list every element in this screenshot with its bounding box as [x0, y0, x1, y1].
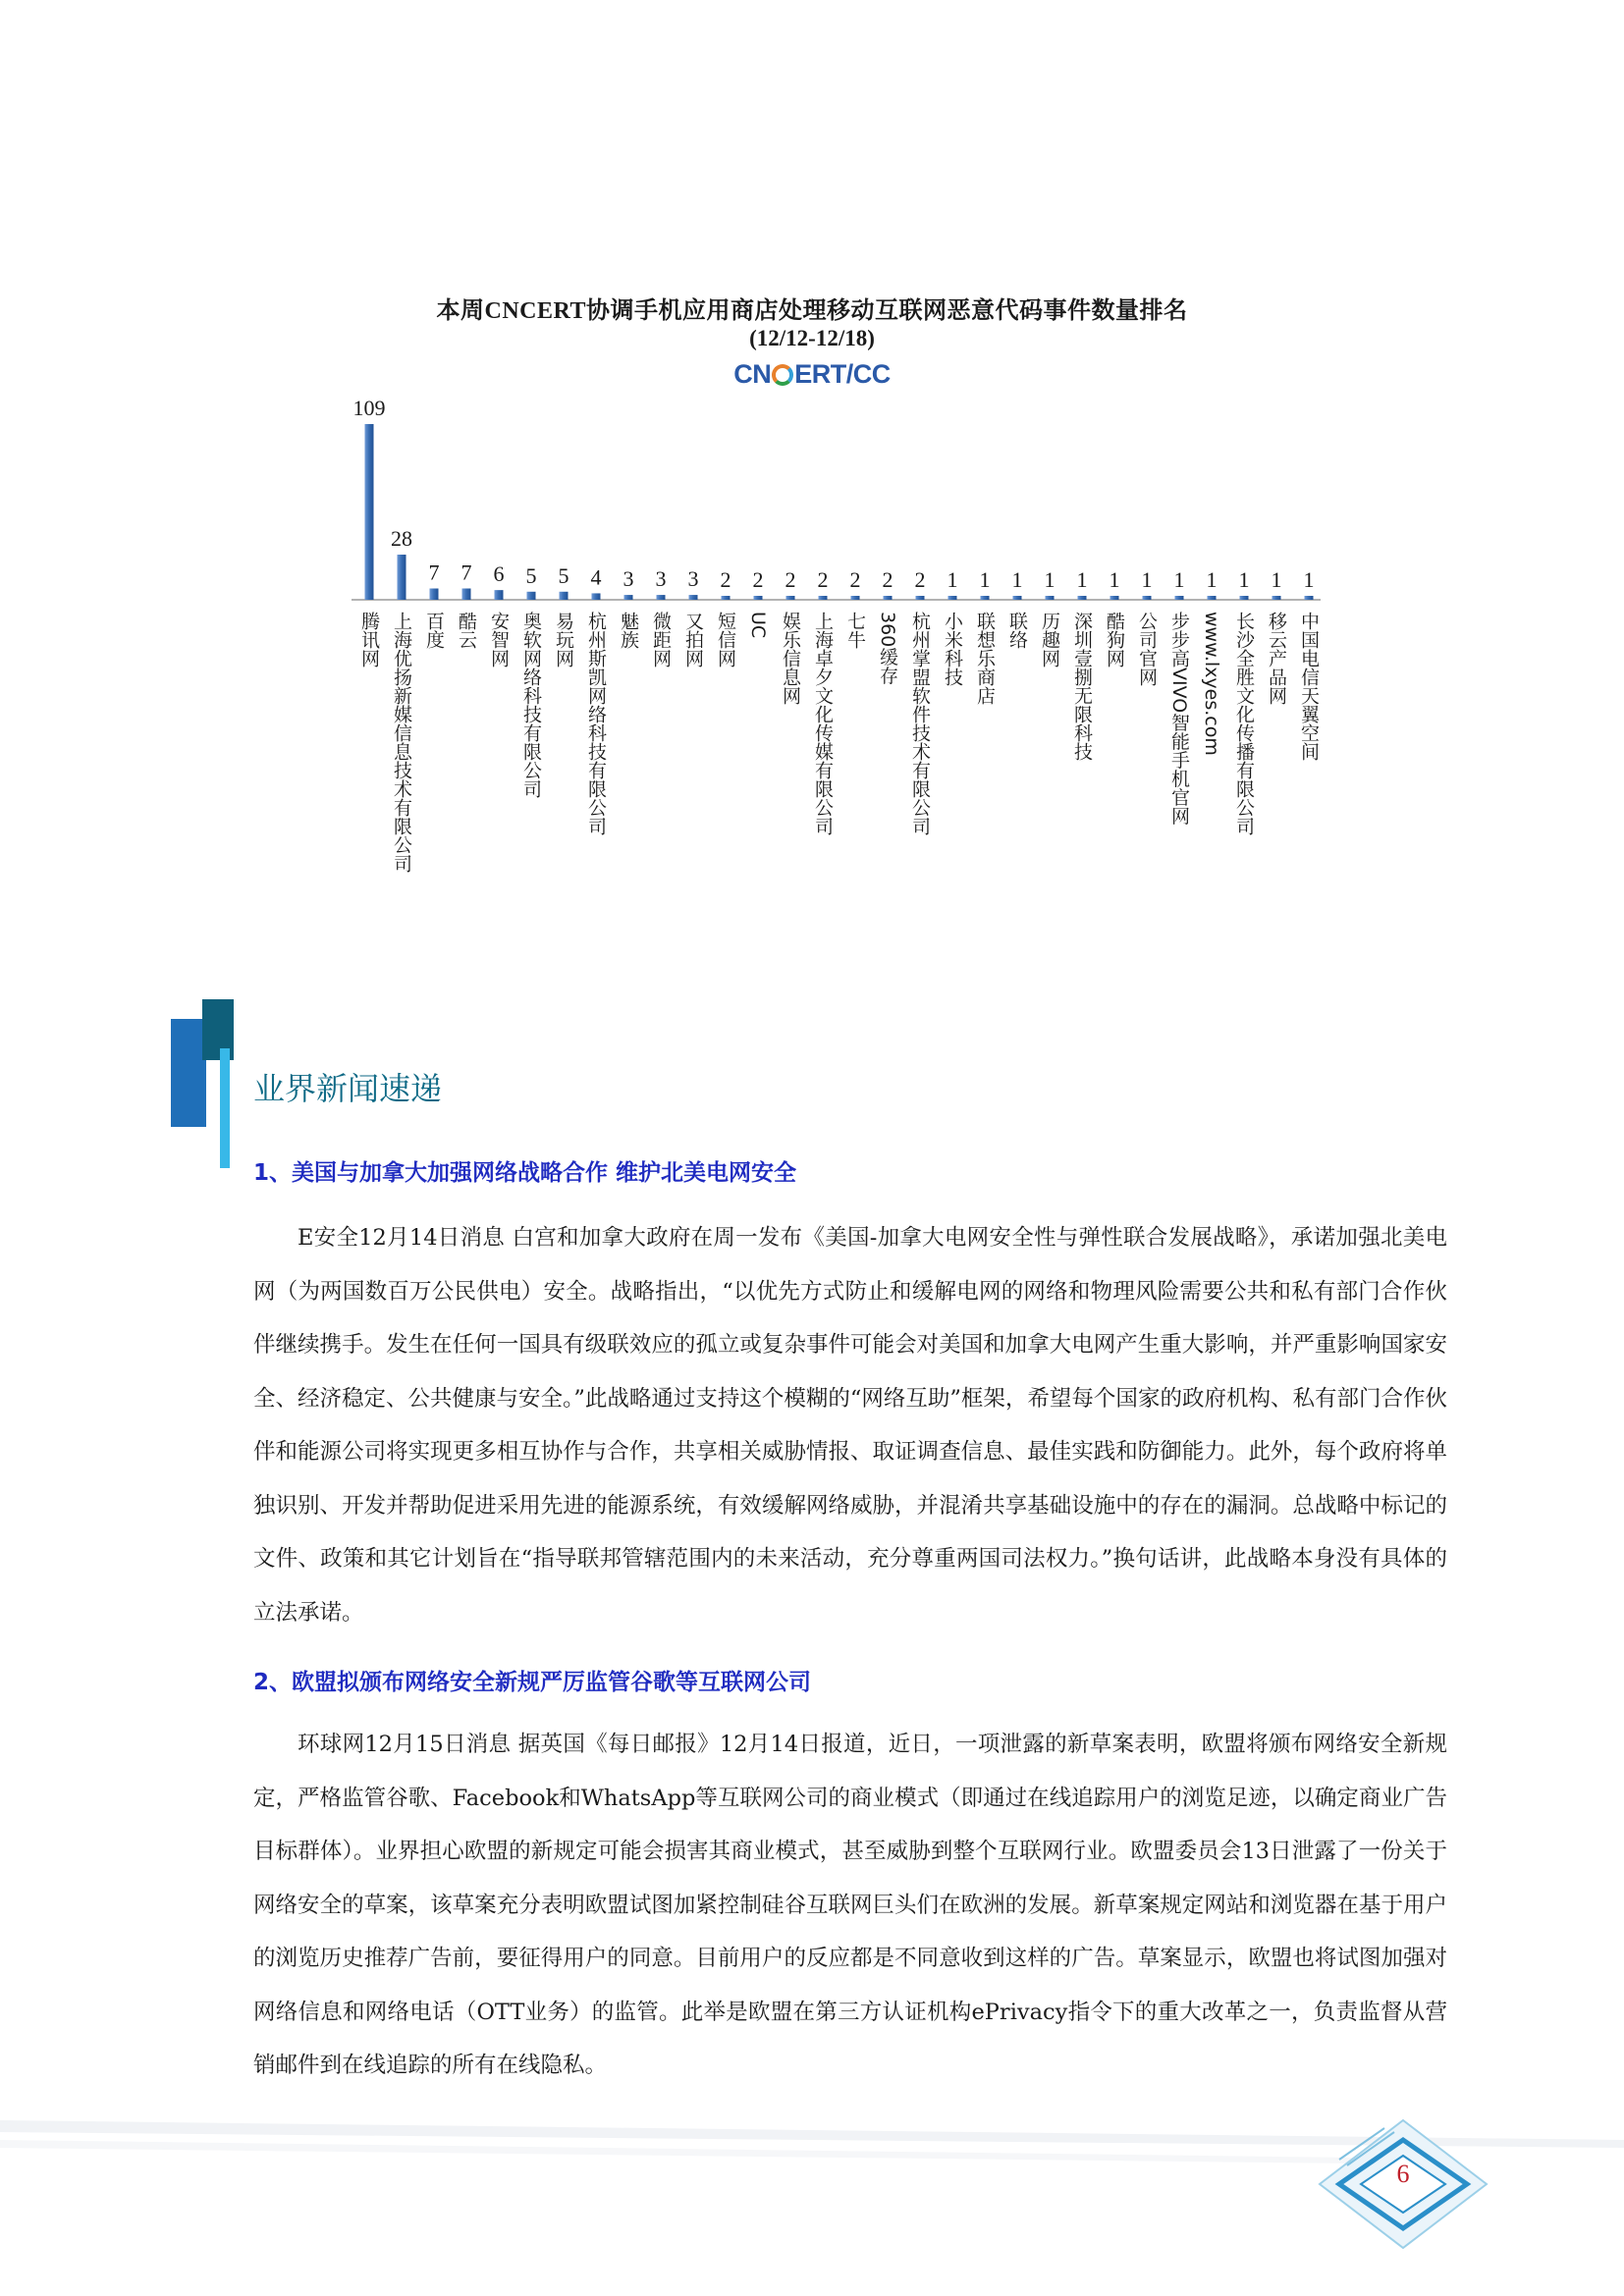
category-label: 公司官网 [1136, 612, 1158, 686]
category-label: UC [747, 612, 769, 639]
category-label: 杭州掌盟软件技术有限公司 [909, 612, 931, 835]
category-label: 上海卓夕文化传媒有限公司 [812, 612, 834, 835]
bar-29 [1305, 596, 1314, 600]
category-label: 小米科技 [942, 612, 963, 686]
bar-7 [592, 593, 601, 600]
bar-value-label: 1 [1011, 567, 1023, 592]
logo-text-right: ERT/CC [794, 359, 891, 389]
bar-27 [1240, 596, 1249, 600]
bar-value-label: 1 [979, 567, 991, 592]
category-label: 娱乐信息网 [780, 612, 801, 705]
bar-value-label: 6 [493, 561, 505, 587]
bar-1 [398, 555, 406, 600]
category-label: 步步高VIVO智能手机官网 [1168, 612, 1190, 826]
bar-5 [527, 592, 536, 600]
bar-value-label: 7 [460, 560, 472, 585]
category-label: 又拍网 [682, 612, 704, 667]
category-label: 奥软网络科技有限公司 [520, 612, 542, 798]
bar-value-label: 3 [655, 566, 667, 592]
category-label: www.lxyes.com [1201, 612, 1222, 756]
section-title: 业界新闻速递 [253, 1070, 443, 1107]
category-label: 酷狗网 [1104, 612, 1125, 667]
category-label: 酷云 [456, 612, 477, 649]
bar-13 [786, 596, 795, 600]
bar-value-label: 3 [623, 566, 634, 592]
bar-value-label: 1 [1206, 567, 1218, 592]
bar-9 [657, 595, 666, 600]
article-1-body: E安全12月14日消息 白宫和加拿大政府在周一发布《美国-加拿大电网安全性与弹性联合发展战略》，承诺加强北美电网（为两国数百万公民供电）安全。战略指出，“以优先方式防止和缓解电网的网络和物理风险需要公共和私有部门合作伙伴继续携手。发生在任何一国具有级联效应的孤立或复杂事件可能会对美国和加拿大电网产生重大影响，并严重影响国家安全、经济稳定、公共健康与安全。”此战略通过支持这个模糊的“网络互助”框架，希望每个国家的政府机构、私有部门合作伙伴和能源公司将实现更多相互协作与合作，共享相关威胁情报、取证调查信息、最佳实践和防御能力。此外，每个政府将单独识别、开发并帮助促进采用先进的能源系统，有效缓解网络威胁，并混淆共享基础设施中的存在的漏洞。总战略中标记的文件、政策和其它计划旨在“指导联邦管辖范围内的未来活动，充分尊重两国司法权力。”换句话讲，此战略本身没有具体的立法承诺。 [253, 1225, 1447, 1626]
article-1-headline: 1、美国与加拿大加强网络战略合作 维护北美电网安全 [253, 1160, 797, 1186]
bar-24 [1143, 596, 1152, 600]
category-label: 历趣网 [1039, 612, 1060, 667]
bar-value-label: 1 [1303, 567, 1315, 592]
bar-22 [1078, 596, 1087, 600]
bar-value-label: 2 [914, 567, 926, 592]
chart-title: 本周CNCERT协调手机应用商店处理移动互联网恶意代码事件数量排名 [436, 298, 1188, 324]
bar-20 [1013, 596, 1022, 600]
category-label: 微距网 [650, 612, 672, 667]
bar-12 [754, 596, 763, 600]
category-label: 七牛 [844, 612, 866, 649]
section-decoration-bar [220, 1048, 230, 1168]
bar-15 [851, 596, 860, 600]
bar-value-label: 7 [428, 560, 440, 585]
bar-2 [430, 589, 439, 600]
bar-value-label: 5 [558, 562, 569, 588]
bar-26 [1208, 596, 1217, 600]
bar-value-label: 1 [947, 567, 958, 592]
bar-25 [1175, 596, 1184, 600]
bar-value-label: 5 [525, 562, 537, 588]
bar-value-label: 2 [785, 567, 796, 592]
bar-value-label: 109 [352, 396, 386, 420]
bar-value-label: 1 [1141, 567, 1153, 592]
category-label: 上海优扬新媒信息技术有限公司 [391, 612, 412, 873]
bar-18 [948, 596, 957, 600]
category-label: 安智网 [488, 612, 510, 667]
category-label: 杭州斯凯网络科技有限公司 [585, 612, 607, 835]
bar-11 [722, 596, 731, 600]
bar-10 [689, 595, 698, 600]
page-number: 6 [1396, 2160, 1410, 2188]
category-label: 易玩网 [553, 612, 574, 667]
category-label: 联想乐商店 [974, 612, 996, 705]
category-label: 中国电信天翼空间 [1298, 612, 1320, 761]
bar-8 [624, 595, 633, 600]
category-label: 短信网 [715, 612, 736, 667]
bar-21 [1046, 596, 1055, 600]
section-decoration-block [171, 1019, 206, 1127]
bar-chart [0, 373, 1624, 942]
bar-23 [1110, 596, 1119, 600]
bar-value-label: 1 [1044, 567, 1056, 592]
bar-value-label: 28 [391, 526, 412, 552]
category-label: 腾讯网 [358, 612, 380, 667]
category-label: 联络 [1006, 612, 1028, 649]
article-2-body: 环球网12月15日消息 据英国《每日邮报》12月14日报道，近日，一项泄露的新草案表明，欧盟将颁布网络安全新规定，严格监管谷歌、Facebook和WhatsApp等互联网公司的商业模式（即通过在线追踪用户的浏览足迹，以确定商业广告目标群体）。业界担心欧盟的新规定可能会损害其商业模式，甚至威胁到整个互联网行业。欧盟委员会13日泄露了一份关于网络安全的草案，该草案充分表明欧盟试图加紧控制硅谷互联网巨头们在欧洲的发展。新草案规定网站和浏览器在基于用户的浏览历史推荐广告前，要征得用户的同意。目前用户的反应都是不同意收到这样的广告。草案显示，欧盟也将试图加强对网络信息和网络电话（OTT业务）的监管。此举是欧盟在第三方认证机构ePrivacy指令下的重大改革之一，负责监督从营销邮件到在线追踪的所有在线隐私。 [253, 1732, 1447, 2078]
bar-17 [916, 596, 925, 600]
footer-decoration [0, 2101, 1624, 2296]
bar-6 [560, 592, 568, 600]
bar-value-label: 2 [720, 567, 731, 592]
bar-value-label: 1 [1238, 567, 1250, 592]
chart-subtitle: (12/12-12/18) [749, 326, 875, 350]
bar-value-label: 2 [849, 567, 861, 592]
bar-4 [495, 590, 504, 600]
bar-16 [884, 596, 893, 600]
bar-value-label: 2 [752, 567, 764, 592]
bar-14 [819, 596, 828, 600]
bar-value-label: 3 [687, 566, 699, 592]
category-label: 百度 [423, 612, 445, 649]
bar-value-label: 4 [590, 564, 602, 590]
bar-value-label: 1 [1271, 567, 1282, 592]
bar-value-label: 2 [817, 567, 829, 592]
logo-text-left: CN [733, 359, 772, 389]
bar-19 [981, 596, 990, 600]
bar-value-label: 2 [882, 567, 893, 592]
bar-value-label: 1 [1173, 567, 1185, 592]
bar-0 [365, 424, 374, 600]
category-label: 深圳壹捌无限科技 [1071, 612, 1093, 761]
bar-28 [1272, 596, 1281, 600]
category-label: 360缓存 [877, 612, 898, 685]
category-label: 魅族 [618, 612, 639, 649]
category-label: 移云产品网 [1266, 612, 1287, 705]
article-2-headline: 2、欧盟拟颁布网络安全新规严厉监管谷歌等互联网公司 [253, 1670, 812, 1695]
bar-value-label: 1 [1109, 567, 1120, 592]
bar-3 [462, 589, 471, 600]
bar-value-label: 1 [1076, 567, 1088, 592]
category-label: 长沙全胜文化传播有限公司 [1233, 612, 1255, 835]
